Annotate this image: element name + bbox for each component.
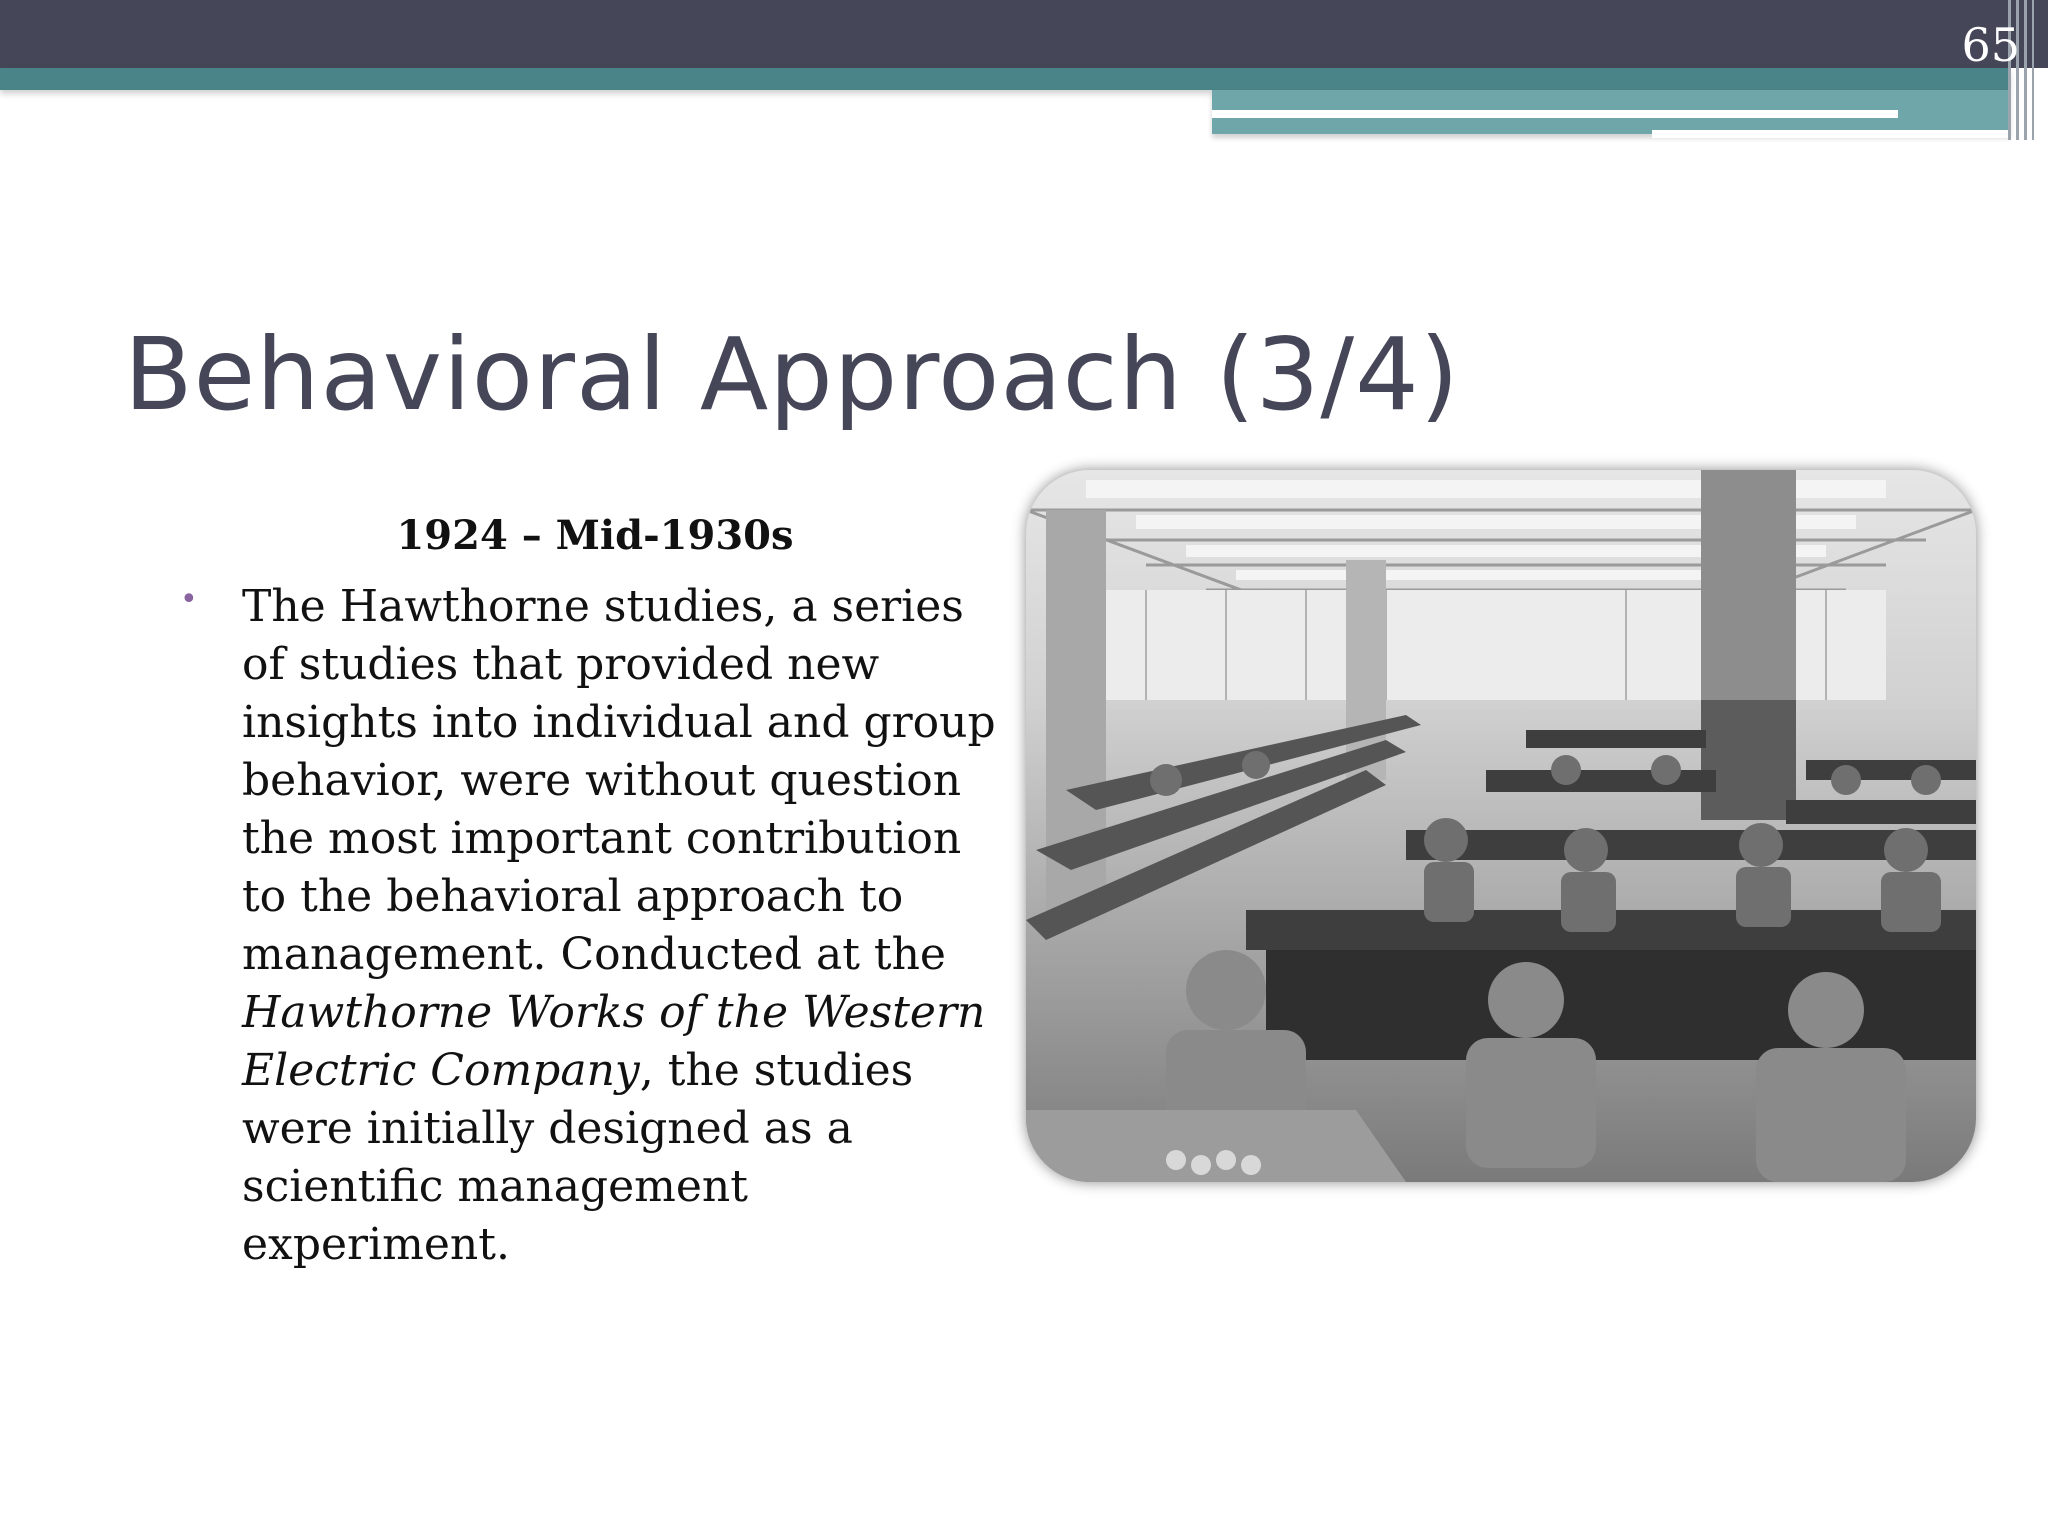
header-stripe: [1212, 110, 1898, 118]
header-stripe: [1652, 130, 2010, 138]
bullet-list: [180, 578, 1010, 1274]
header-bar: [0, 0, 2048, 68]
factory-photo: [1026, 470, 1976, 1182]
header-divider: [2024, 0, 2027, 140]
bullet-text-italic: Hawthorne Works of the Western Electric Company: [242, 987, 986, 1096]
bullet-text-part: The Hawthorne studies, a series of studies that provided new insights into individual and group behavior, were without question the most important contribution to the behavioral approach to management. Conducted at the: [242, 581, 996, 980]
slide-number: 65: [1961, 18, 2020, 72]
header-accent-band: [0, 68, 2010, 90]
header-divider: [2032, 0, 2034, 140]
date-range-heading: 1924 – Mid-1930s: [396, 512, 794, 559]
slide-title: Behavioral Approach (3/4): [124, 316, 1460, 433]
bullet-marker: •: [180, 582, 198, 617]
bullet-text-part: , the studies were initially designed as a scientific management experiment.: [242, 1045, 914, 1270]
bullet-item: [242, 578, 1010, 1274]
